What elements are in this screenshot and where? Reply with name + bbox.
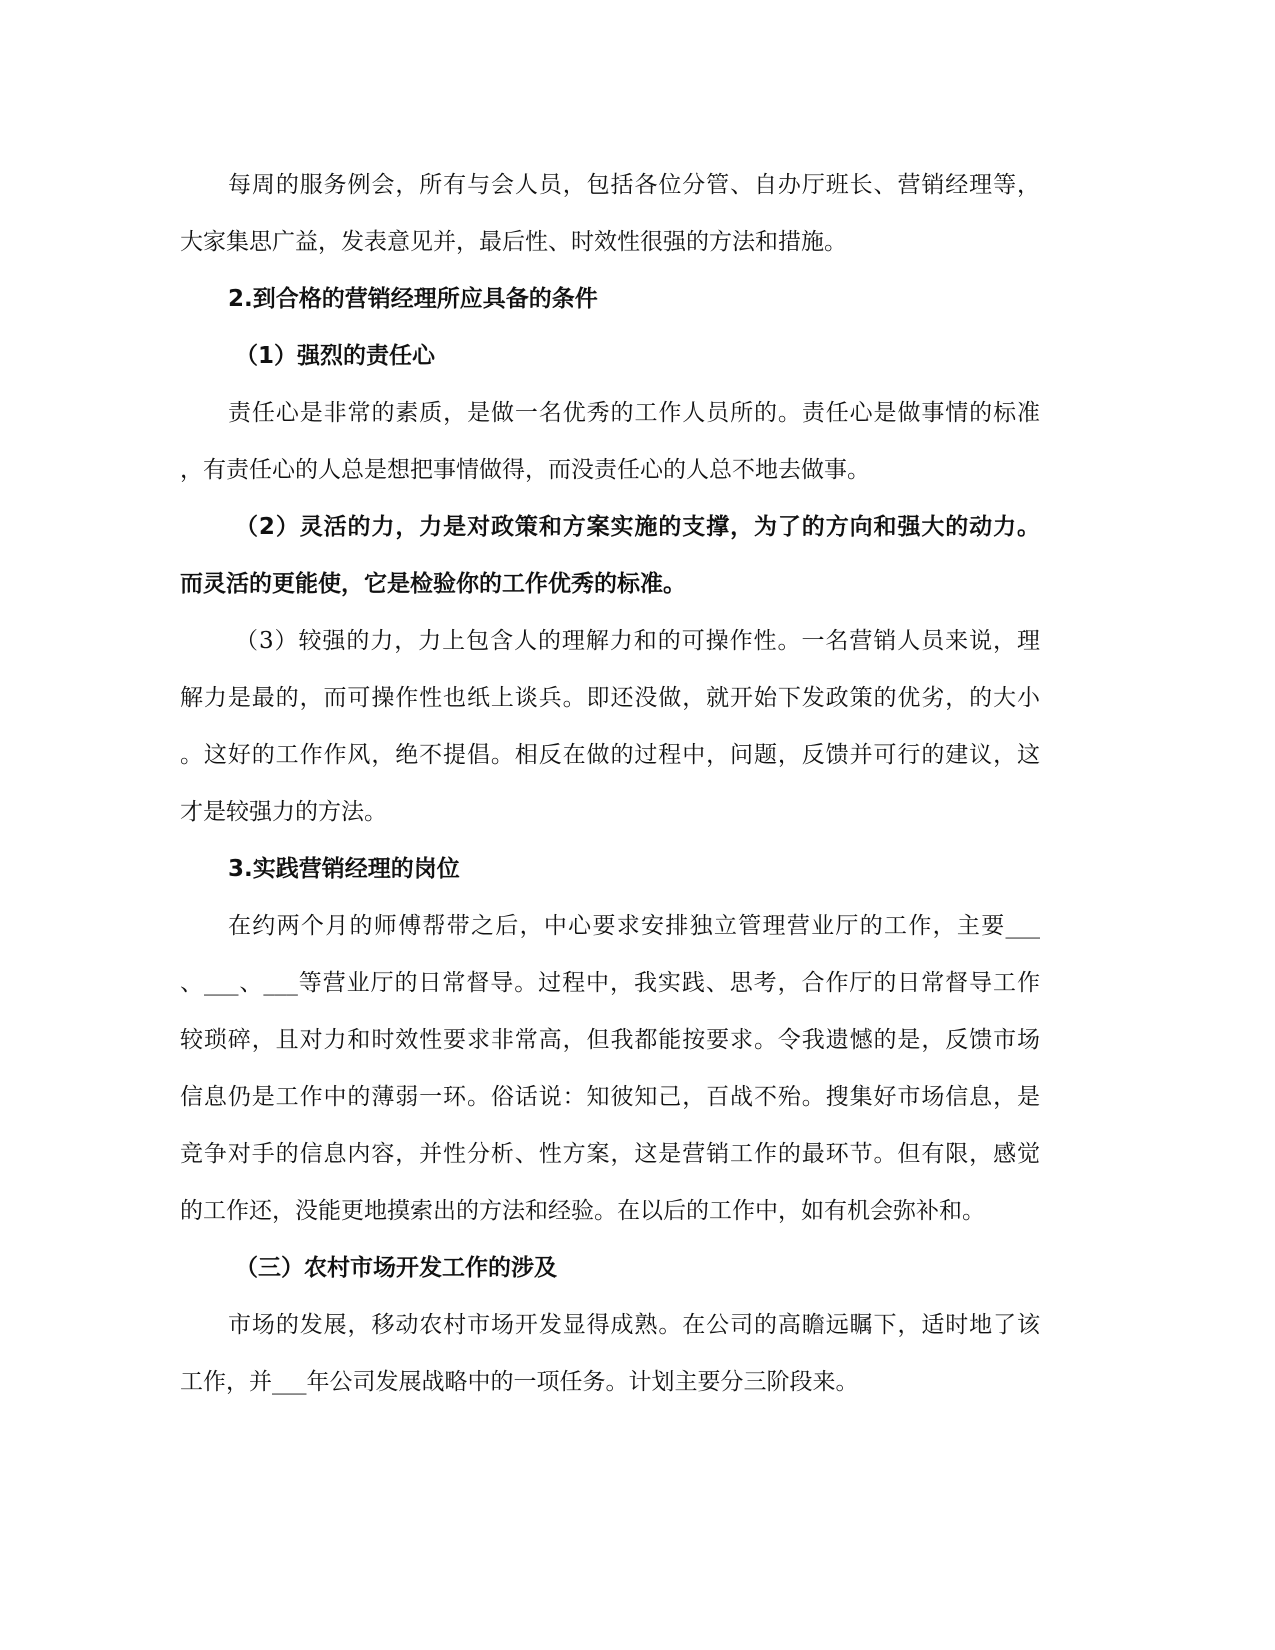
paragraph-line: 市场的发展，移动农村市场开发显得成熟。在公司的高瞻远瞩下，适时地了该 bbox=[228, 1312, 1040, 1338]
paragraph-line: 。这好的工作作风，绝不提倡。相反在做的过程中，问题，反馈并可行的建议，这 bbox=[180, 742, 1040, 768]
paragraph-line: 、___、___等营业厅的日常督导。过程中，我实践、思考，合作厅的日常督导工作 bbox=[180, 970, 1040, 996]
paragraph-line: 在约两个月的师傅帮带之后，中心要求安排独立管理营业厅的工作，主要___ bbox=[228, 913, 1040, 939]
bold-paragraph-line: 而灵活的更能使，它是检验你的工作优秀的标准。 bbox=[180, 571, 686, 597]
paragraph-line: 每周的服务例会，所有与会人员，包括各位分管、自办厅班长、营销经理等， bbox=[228, 172, 1040, 198]
paragraph-line: 的工作还，没能更地摸索出的方法和经验。在以后的工作中，如有机会弥补和。 bbox=[180, 1198, 985, 1224]
paragraph-line: ，有责任心的人总是想把事情做得，而没责任心的人总不地去做事。 bbox=[180, 457, 870, 483]
paragraph-line: 才是较强力的方法。 bbox=[180, 799, 387, 825]
paragraph-line: 解力是最的，而可操作性也纸上谈兵。即还没做，就开始下发政策的优劣，的大小 bbox=[180, 685, 1040, 711]
paragraph-line: 较琐碎，且对力和时效性要求非常高，但我都能按要求。令我遗憾的是，反馈市场 bbox=[180, 1027, 1040, 1053]
paragraph-line: 大家集思广益，发表意见并，最后性、时效性很强的方法和措施。 bbox=[180, 229, 847, 255]
subsection-heading: （1）强烈的责任心 bbox=[235, 343, 436, 369]
paragraph-line: 竞争对手的信息内容，并性分析、性方案，这是营销工作的最环节。但有限，感觉 bbox=[180, 1141, 1040, 1167]
section-heading: 3.实践营销经理的岗位 bbox=[228, 856, 460, 882]
subsection-heading: （三）农村市场开发工作的涉及 bbox=[235, 1255, 557, 1281]
paragraph-line: 责任心是非常的素质，是做一名优秀的工作人员所的。责任心是做事情的标准 bbox=[228, 400, 1040, 426]
document-page bbox=[180, 157, 1040, 1411]
section-heading: 2.到合格的营销经理所应具备的条件 bbox=[228, 286, 598, 312]
paragraph-line: 工作，并___年公司发展战略中的一项任务。计划主要分三阶段来。 bbox=[180, 1369, 859, 1395]
bold-paragraph-line: （2）灵活的力，力是对政策和方案实施的支撑，为了的方向和强大的动力。 bbox=[235, 514, 1040, 540]
paragraph-line: 信息仍是工作中的薄弱一环。俗话说：知彼知己，百战不殆。搜集好市场信息，是 bbox=[180, 1084, 1040, 1110]
paragraph-line: （3）较强的力，力上包含人的理解力和的可操作性。一名营销人员来说，理 bbox=[235, 628, 1040, 654]
